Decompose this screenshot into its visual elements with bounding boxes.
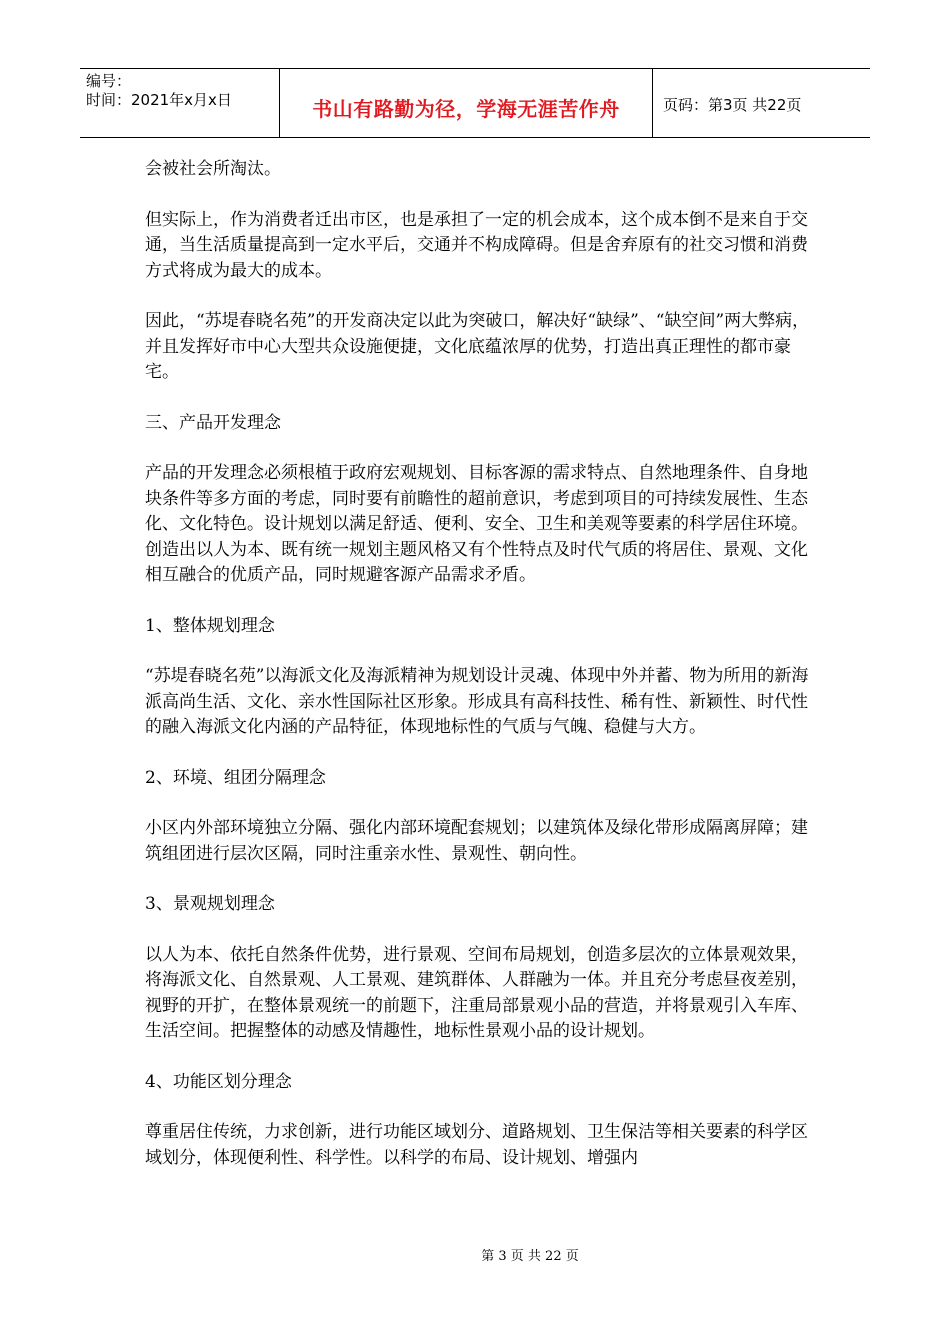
paragraph: 因此，“苏堤春晓名苑”的开发商决定以此为突破口，解决好“缺绿”、“缺空间”两大弊病，并且发挥好市中心大型共众设施便捷，文化底蕴浓厚的优势，打造出真正理性的都市豪宅。	[145, 311, 810, 382]
document-date: 时间：2021年x月x日	[86, 91, 232, 109]
paragraph: 产品的开发理念必须根植于政府宏观规划、目标客源的需求特点、自然地理条件、自身地块条件等多方面的考虑，同时要有前瞻性的超前意识，考虑到项目的可持续发展性、生态化、文化特色。设计规划以满足舒适、便利、安全、卫生和美观等要素的科学居住环境。创造出以人为本、既有统一规划主题风格又有个性特点及时代气质的将居住、景观、文化相互融合的优质产品，同时规避客源产品需求矛盾。	[145, 463, 808, 585]
page-indicator: 页码：第3页 共22页	[663, 95, 802, 114]
subsection-heading: 2、环境、组团分隔理念	[145, 767, 326, 788]
header-meta	[80, 69, 280, 137]
motto-text: 书山有路勤为径，学海无涯苦作舟	[312, 96, 620, 121]
paragraph: 会被社会所淘汰。	[145, 159, 281, 179]
page-header	[80, 68, 870, 138]
document-body	[145, 157, 813, 1196]
paragraph: 小区内外部环境独立分隔、强化内部环境配套规划；以建筑体及绿化带形成隔离屏障；建筑组团进行层次区隔，同时注重亲水性、景观性、朝向性。	[145, 818, 808, 864]
subsection-heading: 1、整体规划理念	[145, 615, 275, 636]
paragraph: 以人为本、依托自然条件优势，进行景观、空间布局规划，创造多层次的立体景观效果，将海派文化、自然景观、人工景观、建筑群体、人群融为一体。并且充分考虑昼夜差别，视野的开扩，在整体景观统一的前题下，注重局部景观小品的营造，并将景观引入车库、生活空间。把握整体的动感及情趣性，地标性景观小品的设计规划。	[145, 944, 808, 1041]
page-footer	[0, 1245, 950, 1264]
footer-page-number: 第 3 页 共 22 页	[481, 1249, 579, 1264]
paragraph: 尊重居住传统，力求创新，进行功能区域划分、道路规划、卫生保洁等相关要素的科学区域划分，体现便利性、科学性。以科学的布局、设计规划、增强内	[145, 1122, 808, 1168]
subsection-heading: 4、功能区划分理念	[145, 1071, 292, 1092]
paragraph: “苏堤春晓名苑”以海派文化及海派精神为规划设计灵魂、体现中外并蓄、物为所用的新海派高尚生活、文化、亲水性国际社区形象。形成具有高科技性、稀有性、新颖性、时代性的融入海派文化内涵的产品特征，体现地标性的气质与气魄、稳健与大方。	[145, 666, 809, 737]
paragraph: 但实际上，作为消费者迁出市区，也是承担了一定的机会成本，这个成本倒不是来自于交通，当生活质量提高到一定水平后，交通并不构成障碍。但是舍弃原有的社交习惯和消费方式将成为最大的成本。	[145, 209, 808, 281]
section-heading: 三、产品开发理念	[145, 412, 281, 433]
header-motto-cell	[280, 69, 653, 137]
document-number: 编号：	[86, 72, 132, 90]
header-page-cell	[653, 69, 870, 137]
subsection-heading: 3、景观规划理念	[145, 894, 275, 914]
